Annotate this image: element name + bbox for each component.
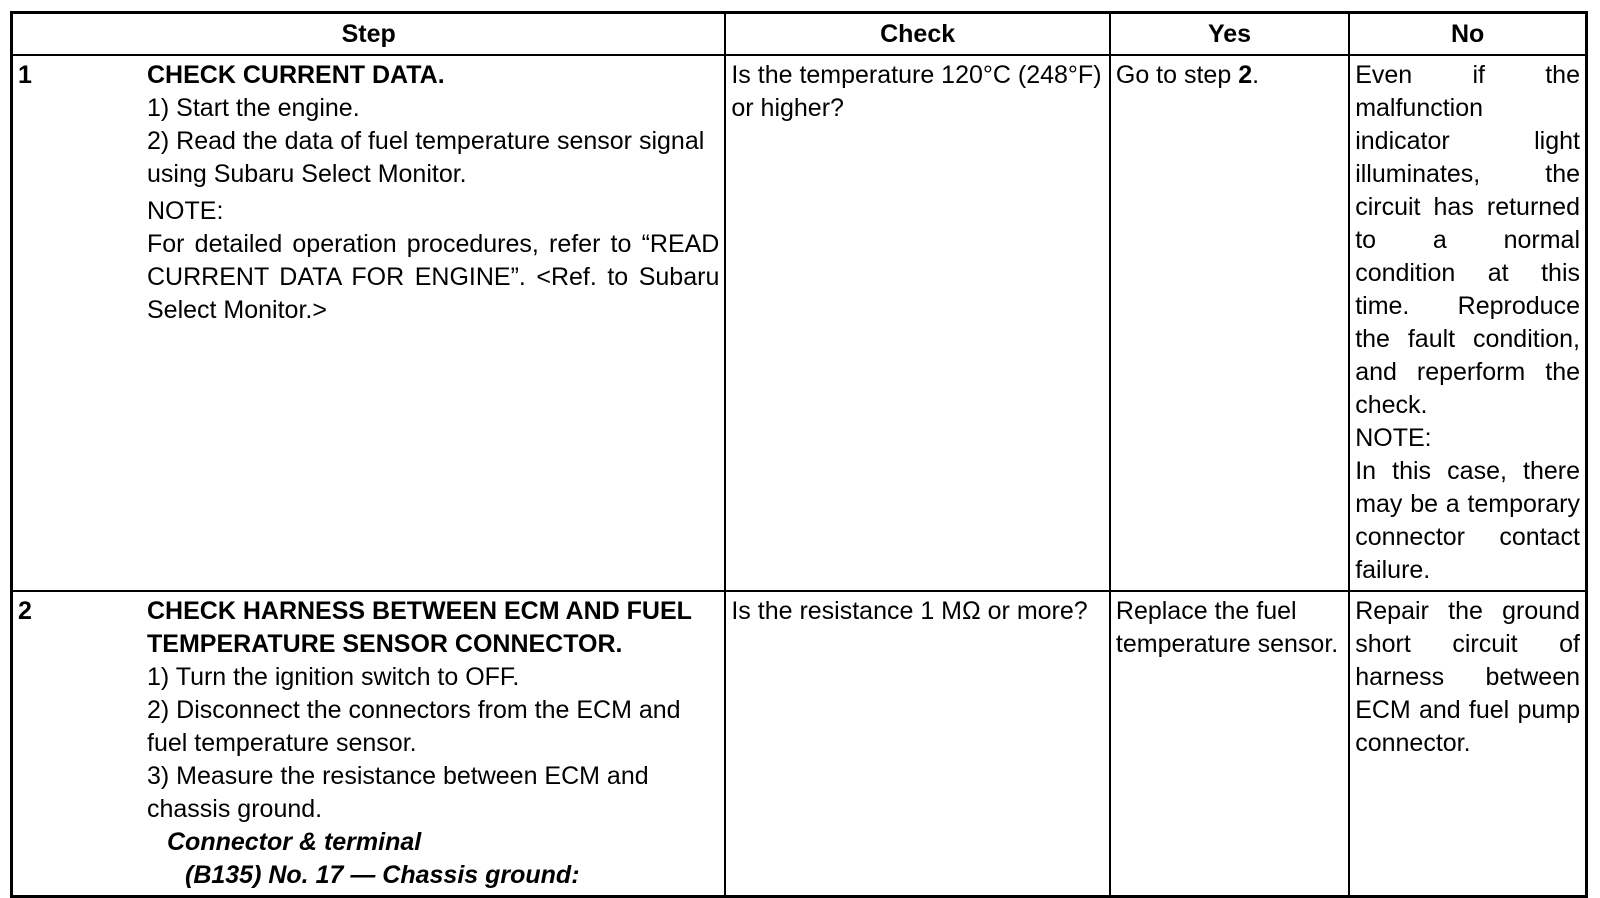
step-cell-2 (12, 591, 726, 897)
step-line: 1) Start the engine. (147, 94, 360, 122)
note-text: For detailed operation procedures, refer to “READ CURRENT DATA FOR ENGINE”. <Ref. to Subaru Select Monitor.> (147, 230, 720, 324)
yes-cell-2: Replace the fuel temperature sensor. (1110, 591, 1349, 897)
note-label: NOTE: (147, 197, 224, 225)
header-step: Step (12, 13, 726, 56)
no-cell-2: Repair the ground short circuit of harness between ECM and fuel pump connector. (1349, 591, 1586, 897)
check-cell-1: Is the temperature 120°C (248°F) or higher? (725, 55, 1110, 591)
no-note-text: In this case, there may be a temporary connector contact failure. (1355, 457, 1580, 584)
connector-label: Connector & terminal (167, 828, 422, 856)
no-cell-1 (1349, 55, 1586, 591)
step-title: CHECK CURRENT DATA. (147, 61, 445, 89)
table-row-1 (12, 55, 1587, 591)
step-line: 2) Disconnect the connectors from the ECM and fuel temperature sensor. (147, 696, 681, 757)
step-line: 2) Read the data of fuel temperature sensor signal using Subaru Select Monitor. (147, 127, 705, 188)
connector-value: (B135) No. 17 — Chassis ground: (185, 861, 580, 889)
header-row (12, 13, 1587, 56)
yes-cell-1 (1110, 55, 1349, 591)
header-no: No (1349, 13, 1586, 56)
step-cell-1 (12, 55, 726, 591)
diagnostic-table (10, 11, 1588, 898)
step-line: 1) Turn the ignition switch to OFF. (147, 663, 520, 691)
step-line: 3) Measure the resistance between ECM and chassis ground. (147, 762, 649, 823)
yes-step-number: 2 (1238, 61, 1253, 89)
yes-suffix: . (1252, 61, 1260, 89)
no-text: Even if the malfunction indicator light illuminates, the circuit has returned to a normal condition at this time. Reproduce the fault condition, and reperform the check. (1355, 61, 1580, 419)
step-title: CHECK HARNESS BETWEEN ECM AND FUEL TEMPERATURE SENSOR CONNECTOR. (147, 597, 692, 658)
step-number: 1 (18, 61, 32, 89)
yes-prefix: Go to step (1115, 61, 1239, 89)
check-cell-2: Is the resistance 1 MΩ or more? (725, 591, 1110, 897)
step-number: 2 (18, 597, 32, 625)
header-check: Check (725, 13, 1110, 56)
no-note-label: NOTE: (1355, 424, 1432, 452)
table-row-2 (12, 591, 1587, 897)
header-yes: Yes (1110, 13, 1349, 56)
